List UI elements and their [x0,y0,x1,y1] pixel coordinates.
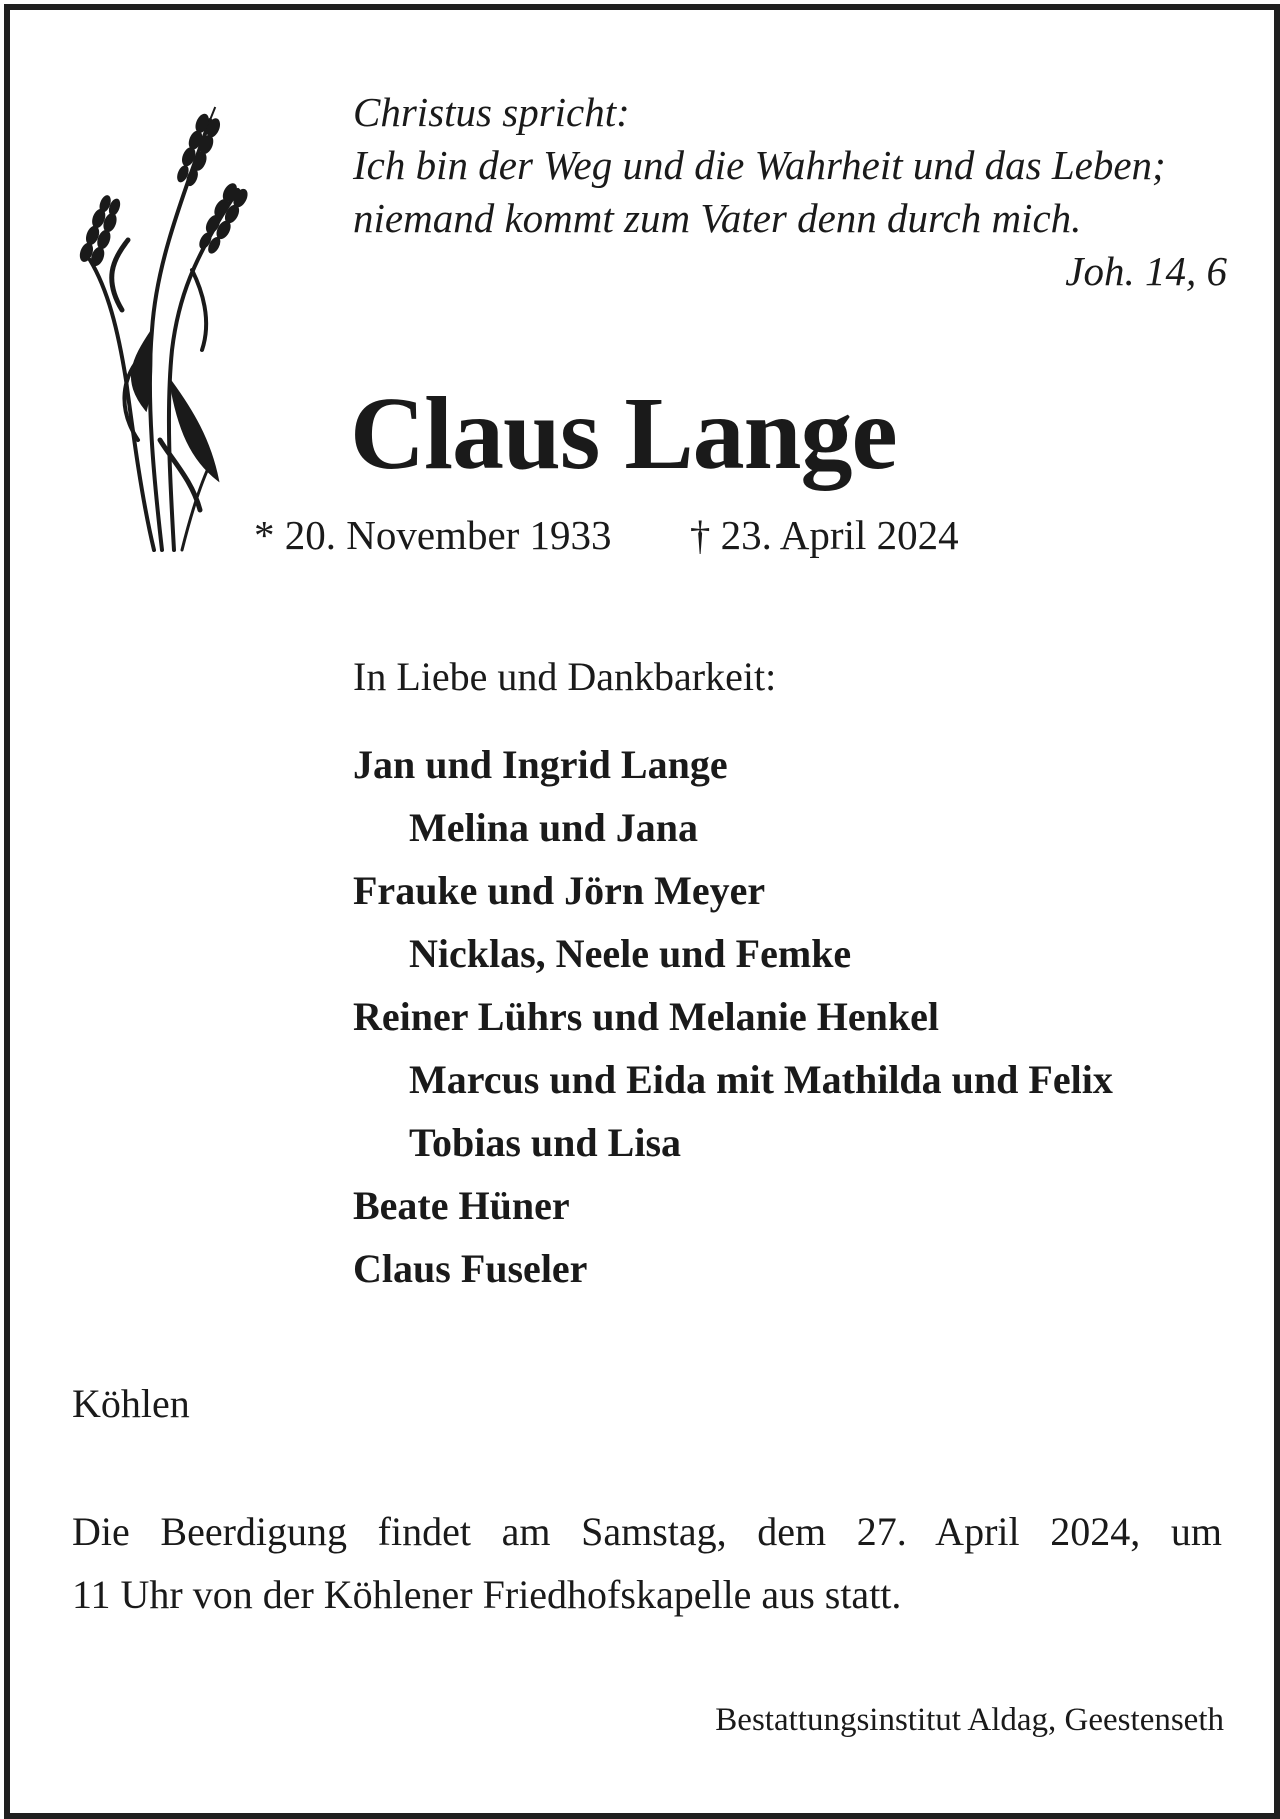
quote-line: Christus spricht: [353,89,630,135]
life-dates [254,510,959,560]
quote-line: Ich bin der Weg und die Wahrheit und das Leben; [353,142,1166,188]
funeral-info-line: Die Beerdigung findet am Samstag, dem 27. April 2024, um [72,1509,1222,1554]
birth-date: * 20. November 1933 [254,512,612,558]
bible-quote [353,86,1227,298]
mourner-entry: Tobias und Lisa [409,1120,682,1165]
mourner-entry: Claus Fuseler [353,1246,588,1291]
death-date: † 23. April 2024 [689,512,959,558]
deceased-name: Claus Lange [350,376,897,491]
mourner-entry: Nicklas, Neele und Femke [409,931,852,976]
mourners-intro: In Liebe und Dankbarkeit: [353,654,777,699]
funeral-info-line: 11 Uhr von der Köhlener Friedhofskapelle aus statt. [72,1572,902,1617]
mourner-entry: Jan und Ingrid Lange [353,742,728,787]
quote-line: niemand kommt zum Vater denn durch mich. [353,195,1082,241]
obituary-notice [4,4,1280,1819]
mourner-entry: Frauke und Jörn Meyer [353,868,766,913]
funeral-home: Bestattungsinstitut Aldag, Geestenseth [715,1702,1224,1738]
mourner-entry: Marcus und Eida mit Mathilda und Felix [409,1057,1113,1102]
mourner-entry: Reiner Lührs und Melanie Henkel [353,994,939,1039]
mourner-entry: Beate Hüner [353,1183,570,1228]
wheat-ears-icon [42,80,262,560]
place-name: Köhlen [72,1381,190,1426]
quote-reference: Joh. 14, 6 [1065,248,1227,294]
funeral-info [72,1500,1222,1626]
mourner-entry: Melina und Jana [409,805,698,850]
mourners-list [353,733,1113,1300]
